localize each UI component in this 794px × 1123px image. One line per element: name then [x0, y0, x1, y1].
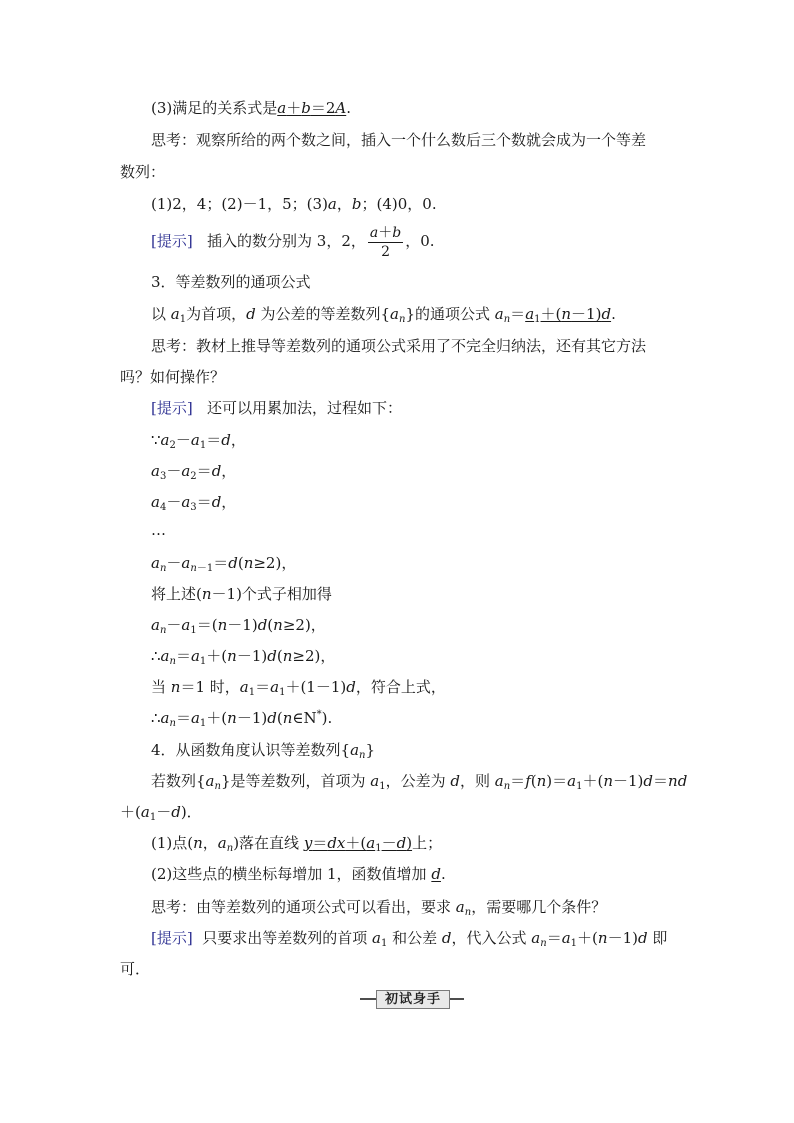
examples-line: (1)2，4；(2)－1，5；(3)a，b；(4)0，0. [151, 195, 437, 213]
hint-2: [提示] 还可以用累加法，过程如下： [151, 399, 403, 417]
badge-label: 初试身手 [376, 990, 450, 1009]
think-question-2-cont: 吗？如何操作？ [120, 368, 226, 386]
point-1: (1)点(n，$a_n$)落在直线 $y=dx+(a_1-d)$上； [151, 834, 443, 854]
function-view-line-cont: $+(a_1-d)$． [120, 803, 202, 823]
think-question-1: 思考：观察所给的两个数之间，插入一个什么数后三个数就会成为一个等差 [151, 131, 647, 149]
eq-3: $a_4-a_3=d$， [151, 493, 237, 513]
eq-7: 当 n＝1 时，$a_1=a_1+(1-1)d$，符合上式， [151, 678, 446, 698]
fraction: $\frac{a+b}{2}$ [369, 224, 402, 260]
eq-6: $\therefore a_n=a_1+(n-1)d(n\ge 2)$， [151, 647, 336, 667]
hint-3: [提示] 只要求出等差数列的首项 $a_1$ 和公差 d，代入公式 $a_n=a_1+(n-1)d$ 即 [151, 929, 668, 949]
eq-8: $\therefore a_n=a_1+(n-1)d(n\in N^*)$. [151, 709, 333, 729]
sum-line: 将上述(n－1)个式子相加得 [151, 585, 332, 603]
function-view-line: 若数列$\{a_n\}$是等差数列，首项为 $a_1$，公差为 d，则 $a_n=f(n)=a_1+(n-1)d=nd$ [151, 772, 688, 792]
section-badge [360, 990, 464, 1008]
hint-1: [提示] 插入的数分别为 3，2， $\frac{a+b}{2}$ ，0. [151, 224, 435, 260]
hint-label: [提示] [151, 232, 193, 250]
think-question-1-cont: 数列： [120, 163, 166, 181]
think-question-3: 思考：由等差数列的通项公式可以看出，要求 $a_n$，需要哪几个条件？ [151, 898, 607, 918]
section-4-heading: 4．从函数角度认识等差数列$\{a_n\}$ [151, 741, 376, 761]
eq-1: $\because a_2-a_1=d$， [151, 431, 246, 451]
eq-4: $a_n-a_{n-1}=d(n\ge 2)$， [151, 554, 297, 574]
eq-5: $a_n-a_1=(n-1)d(n\ge 2)$， [151, 616, 326, 636]
point-2: (2)这些点的横坐标每增加 1，函数值增加 d. [151, 865, 446, 883]
general-term-formula: 以 $a_1$为首项，d 为公差的等差数列$\{a_n\}$的通项公式 $a_n=a_1+(n-1)d$. [151, 305, 616, 325]
relation-formula: a＋b＝2A [277, 99, 347, 117]
eq-2: $a_3-a_2=d$， [151, 462, 237, 482]
hint-3-cont: 可． [120, 960, 151, 978]
think-question-2: 思考：教材上推导等差数列的通项公式采用了不完全归纳法，还有其它方法 [151, 337, 647, 355]
section-3-heading: 3．等差数列的通项公式 [151, 273, 311, 291]
relation-line: (3)满足的关系式是a＋b＝2A. [151, 99, 351, 117]
eq-dots: … [151, 521, 166, 539]
